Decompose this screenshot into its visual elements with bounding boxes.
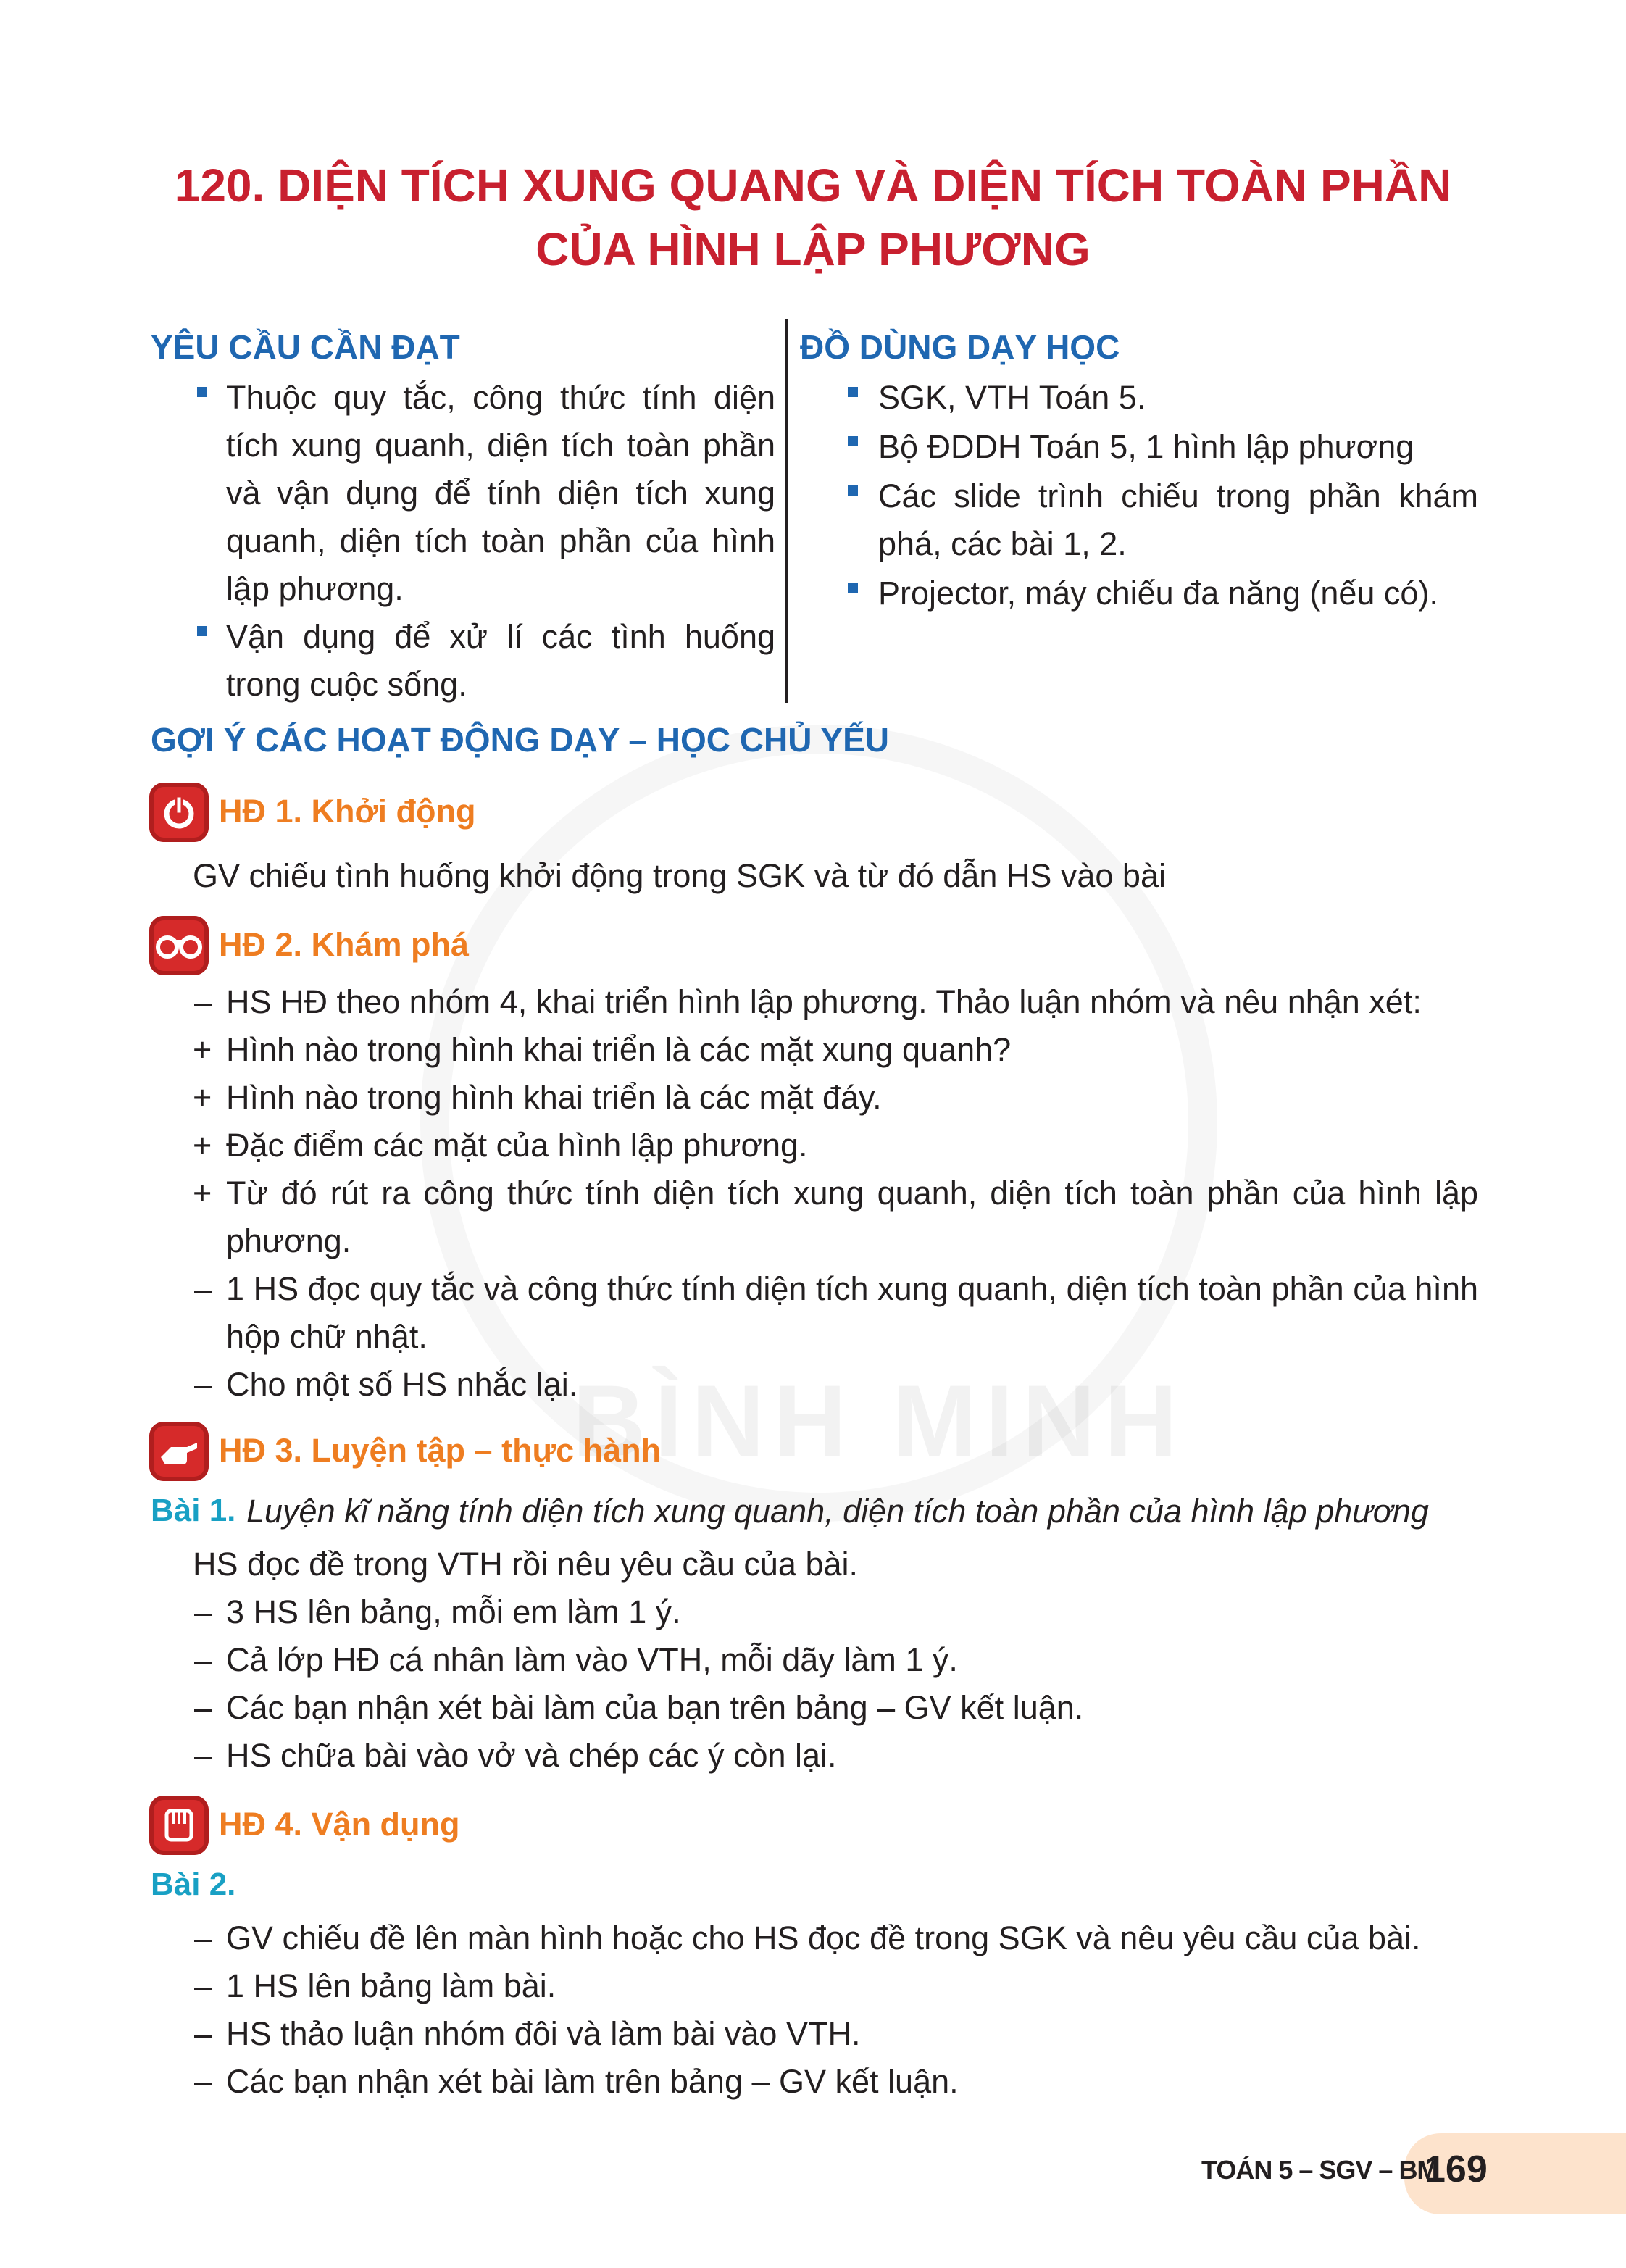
- list-mark: –: [194, 983, 213, 1020]
- hd2-title: HĐ 2. Khám phá: [219, 926, 470, 963]
- bullet-square: [848, 387, 858, 397]
- list-mark: –: [194, 1737, 213, 1774]
- hd4-line: Các bạn nhận xét bài làm trên bảng – GV kết luận.: [226, 2063, 959, 2100]
- material-item: SGK, VTH Toán 5.: [878, 379, 1146, 416]
- list-mark: +: [193, 1031, 212, 1068]
- bullet-square: [197, 387, 207, 397]
- hd2-line: 1 HS đọc quy tắc và công thức tính diện tích xung quanh, diện tích toàn phần của hình hộp chữ nhật.: [226, 1270, 1478, 1355]
- materials-heading: ĐỒ DÙNG DẠY HỌC: [800, 328, 1120, 366]
- column-divider: [785, 319, 788, 703]
- hd4-line: HS thảo luận nhóm đôi và làm bài vào VTH.: [226, 2015, 861, 2052]
- material-item: Projector, máy chiếu đa năng (nếu có).: [878, 575, 1438, 612]
- bullet-square: [848, 436, 858, 446]
- hd3-line: 3 HS lên bảng, mỗi em làm 1 ý.: [226, 1593, 681, 1630]
- hd2-line: Từ đó rút ra công thức tính diện tích xung quanh, diện tích toàn phần của hình lập phương.: [226, 1175, 1478, 1259]
- bullet-square: [848, 485, 858, 496]
- hd3-line: HS chữa bài vào vở và chép các ý còn lại.: [226, 1737, 837, 1774]
- bai1-description: Luyện kĩ năng tính diện tích xung quanh, diện tích toàn phần của hình lập phương: [246, 1493, 1429, 1530]
- list-mark: –: [194, 2063, 213, 2100]
- requirements-heading: YÊU CẦU CẦN ĐẠT: [151, 328, 460, 366]
- list-mark: –: [194, 2015, 213, 2052]
- list-mark: –: [194, 1641, 213, 1678]
- requirement-item: Thuộc quy tắc, công thức tính diện tích xung quanh, diện tích toàn phần và vận dụng để tính diện tích xung quanh, diện tích toàn phần của hình lập phương.: [226, 379, 775, 607]
- hd2-line: Đặc điểm các mặt của hình lập phương.: [226, 1127, 808, 1164]
- bullet-square: [197, 626, 207, 636]
- hd2-line: Hình nào trong hình khai triển là các mặt xung quanh?: [226, 1031, 1012, 1068]
- hd4-title: HĐ 4. Vận dụng: [219, 1806, 460, 1843]
- watermark-text: BÌNH MINH: [572, 1364, 1186, 1477]
- title-line-2: CỦA HÌNH LẬP PHƯƠNG: [535, 223, 1091, 275]
- list-mark: –: [194, 1366, 213, 1403]
- bai1-intro: HS đọc đề trong VTH rồi nêu yêu cầu của bài.: [193, 1546, 859, 1583]
- list-mark: –: [194, 1270, 213, 1307]
- activities-heading: GỢI Ý CÁC HOẠT ĐỘNG DẠY – HỌC CHỦ YẾU: [151, 721, 889, 759]
- footer-book-label: TOÁN 5 – SGV – BM: [1201, 2155, 1438, 2185]
- page-title: [0, 154, 1626, 281]
- power-icon: [149, 783, 209, 842]
- hd2-line: HS HĐ theo nhóm 4, khai triển hình lập phương. Thảo luận nhóm và nêu nhận xét:: [226, 983, 1422, 1020]
- fist-icon: [149, 1796, 209, 1855]
- hd1-text: GV chiếu tình huống khởi động trong SGK và từ đó dẫn HS vào bài: [193, 857, 1166, 894]
- hd3-title: HĐ 3. Luyện tập – thực hành: [219, 1432, 662, 1469]
- page-number: 169: [1425, 2148, 1488, 2190]
- title-line-1: 120. DIỆN TÍCH XUNG QUANG VÀ DIỆN TÍCH TOÀN PHẦN: [174, 159, 1452, 212]
- list-mark: +: [193, 1175, 212, 1212]
- bullet-square: [848, 583, 858, 593]
- requirement-item: Vận dụng để xử lí các tình huống trong cuộc sống.: [226, 618, 775, 703]
- hd2-line: Hình nào trong hình khai triển là các mặt đáy.: [226, 1079, 882, 1116]
- list-mark: –: [194, 1689, 213, 1726]
- list-mark: +: [193, 1127, 212, 1164]
- hd1-title: HĐ 1. Khởi động: [219, 793, 476, 830]
- hd3-line: Các bạn nhận xét bài làm của bạn trên bảng – GV kết luận.: [226, 1689, 1084, 1726]
- list-mark: –: [194, 1593, 213, 1630]
- list-mark: –: [194, 1967, 213, 2004]
- hd4-line: 1 HS lên bảng làm bài.: [226, 1967, 556, 2004]
- binoculars-icon: [149, 916, 209, 975]
- bai1-label: Bài 1.: [151, 1493, 236, 1528]
- material-item: Các slide trình chiếu trong phần khám phá, các bài 1, 2.: [878, 478, 1478, 562]
- material-item: Bộ ĐDDH Toán 5, 1 hình lập phương: [878, 428, 1414, 465]
- hd3-line: Cả lớp HĐ cá nhân làm vào VTH, mỗi dãy làm 1 ý.: [226, 1641, 958, 1678]
- list-mark: +: [193, 1079, 212, 1116]
- hand-pointing-icon: [149, 1422, 209, 1481]
- list-mark: –: [194, 1919, 213, 1956]
- hd2-line: Cho một số HS nhắc lại.: [226, 1366, 578, 1403]
- hd4-line: GV chiếu đề lên màn hình hoặc cho HS đọc đề trong SGK và nêu yêu cầu của bài.: [226, 1919, 1421, 1956]
- bai2-label: Bài 2.: [151, 1867, 236, 1902]
